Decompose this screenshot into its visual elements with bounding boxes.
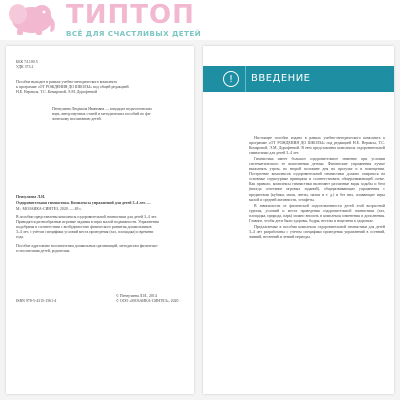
site-banner [0,0,400,40]
author-short: Пензулаева Л.И. [16,195,46,199]
introduction-text [249,136,385,241]
paragraph: В зависимости от физической подготовленности детей этой возрастной группы, условий и места проведения оздоровительной гимнастики (зал, площадка, природа, парк) можно вносить в комплексы изменения и дополнения. Главное, чтобы дети были здоровы, бодры, веселы и нацелены к здоровью. [249,203,385,223]
paragraph: Предлагаемые в пособии комплексы оздоровительной гимнастики для детей 3–4 лет разработаны с учетом специфики проведения упражнений в осенний, зимний, весенний и летний периоды. [249,224,385,239]
section-title: ВВЕДЕНИЕ [251,73,311,84]
paragraph: Гимнастика имеет большое оздоровительное значение при условии систематического ее выполнения детьми. Физические упражнения лучше выполнять утром, во второй половине дня на прогулке и в помещении. Построение комплексов оздоровительной гимнастики должно опираться на основные структурные принципы и соответствовать общеразвивающей схеме. Как правило, комплексы гимнастики включают различные виды ходьбы и бега (иногда сочетание игровых заданий), общеразвивающие упражнения с предметами (кубики, мячи, ленты, палки и т. д.) и без них, плавающие игры малой и средней активности, эстафеты. [249,157,385,202]
classification-codes: ББК 74.100.5 УДК 373.2 [16,60,38,69]
section-header [203,66,394,92]
book-title: Оздоровительная гимнастика. Комплексы упражнений для детей 3–4 лет. — [16,201,151,205]
copyright: © Пензулаева Л.И., 2014 © ООО «МОЗАИКА-СИНТЕЗ», 2020 [116,294,179,303]
header-divider [245,66,246,92]
right-page [203,46,394,394]
info-icon: ! [223,71,239,87]
book-description: В пособии представлены комплексы оздоровительной гимнастики для детей 3–4 лет. Приводятся разнообразные игровые задания в игры малой подвижности. Упражнения подобраны в соответствии с возбудимостью физического развития дошкольников 3–4 лет, с учётом специфики условий места проведения (зал, площадка) и времени года. [16,215,159,239]
imprint: М.: МОЗАИКА-СИНТЕЗ, 2020. — 48 с. [16,207,83,211]
logo-subtitle: ВСЁ ДЛЯ СЧАСТЛИВЫХ ДЕТЕЙ [66,29,202,38]
isbn: ISBN 978-5-4315-1561-4 [16,299,57,303]
approval-note: Пособие выходит в рамках учебно-методического комплекта к программе «ОТ РОЖДЕНИЯ ДО ШКОЛЫ» под общей редакцией Н.Е. Вераксы, Т.С. Комаровой, Э.М. Дорофеевой [16,80,129,94]
logo-title: ТИПТОП [66,0,195,30]
book-spread [0,40,400,400]
paragraph: Настоящее пособие издано в рамках учебно-методического комплекта к программе «ОТ РОЖДЕНИЯ ДО ШКОЛЫ» под редакцией Н.Е. Вераксы, Т.С. Комаровой, Э.М. Дорофеевой. В нем представлены комплексы оздоровительной гимнастики для детей 3–4 лет. [249,136,385,156]
author-note: Пензулаева Людмила Ивановна — кандидат педагогических наук, автор научных статей и методических пособий по фи- зическому воспитанию детей. [52,107,153,121]
elephant-icon [2,0,60,36]
left-page [6,46,194,394]
audience-note: Пособие адресовано воспитателям дошкольных организаций, методистам физическо- го воспитания детей, родителям. [16,244,159,253]
